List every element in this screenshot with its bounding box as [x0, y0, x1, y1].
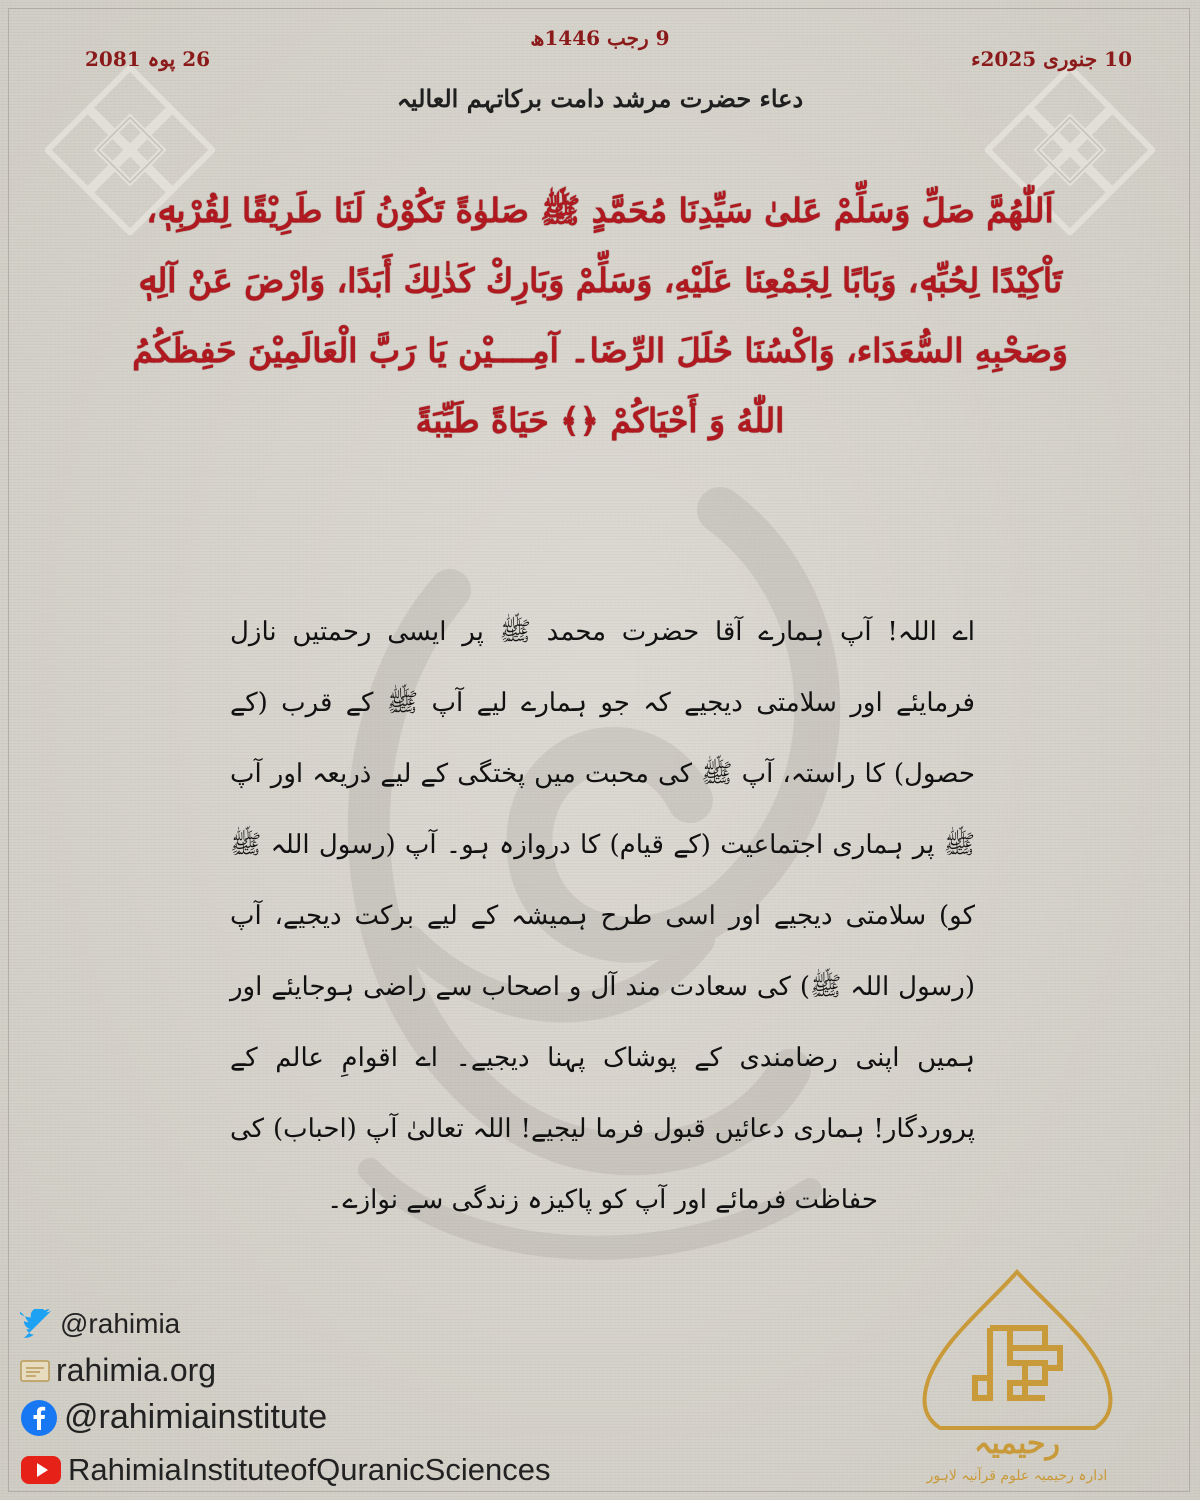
- urdu-translation: اے اللہ! آپ ہمارے آقا حضرت محمد ﷺ پر ایسی رحمتیں نازل فرمایئے اور سلامتی دیجیے کہ جو ہمارے لیے آپ ﷺ کے قرب (کے حصول) کا راستہ، آپ ﷺ کی محبت میں پختگی کے لیے ذریعہ اور آپ ﷺ پر ہماری اجتماعیت (کے قیام) کا دروازہ ہو۔ آپ (رسول اللہ ﷺ کو) سلامتی دیجیے اور اسی طرح ہمیشہ کے لیے برکت دیجیے، آپ (رسول اللہ ﷺ) کی سعادت مند آل و اصحاب سے راضی ہوجایئے اور ہمیں اپنی رضامندی کے پوشاک پہنا دیجیے۔ اے اقوامِ عالم کے پروردگار! ہماری دعائیں قبول فرما لیجیے! اللہ تعالیٰ آپ (احباب) کی حفاظت فرمائے اور آپ کو پاکیزہ زندگی سے نوازے۔: [230, 617, 975, 1215]
- youtube-link[interactable]: [20, 1452, 550, 1488]
- youtube-channel: RahimiaInstituteofQuranicSciences: [68, 1452, 551, 1487]
- twitter-handle: @rahimia: [60, 1308, 181, 1339]
- twitter-link[interactable]: [20, 1308, 180, 1340]
- logo-name: رحیمیہ: [973, 1426, 1061, 1461]
- facebook-icon: [20, 1399, 58, 1437]
- facebook-handle: @rahimiainstitute: [64, 1398, 328, 1436]
- page-subtitle: دعاء حضرت مرشد دامت برکاتہم العالیہ: [396, 84, 804, 113]
- hijri-date: 9 رجب 1446ھ: [530, 26, 670, 50]
- website-icon: [20, 1360, 50, 1382]
- website-url: rahimia.org: [56, 1352, 217, 1388]
- youtube-icon: [20, 1455, 62, 1485]
- facebook-link[interactable]: [20, 1398, 327, 1437]
- logo-caption: ادارہ رحیمیہ علوم قرآنیہ لاہور: [926, 1468, 1108, 1484]
- website-link[interactable]: [20, 1352, 216, 1389]
- desi-date: 26 پوہ 2081: [85, 47, 211, 71]
- rahimia-logo: [915, 1268, 1120, 1493]
- gregorian-date: 10 جنوری 2025ء: [971, 47, 1132, 71]
- arabic-prayer: اَللّٰهُمَّ صَلِّ وَسَلِّمْ عَلىٰ سَيِّدِنَا مُحَمَّدٍ ﷺ صَلوٰةً تَكُوْنُ لَنَا طَرِيْقًا لِقُرْبِهٖ، تَاْكِيْدًا لِحُبِّهٖ، وَبَابًا لِجَمْعِنَا عَلَيْهِ، وَسَلِّمْ وَبَارِكْ كَذٰلِكَ أَبَدًا، وَارْضَ عَنْ آلِهٖ وَصَحْبِهِ السُّعَدَاء، وَاكْسُنَا حُلَلَ الرِّضَا۔ آمِــــيْن يَا رَبَّ الْعَالَمِيْنَ حَفِظَكُمُ اللّٰهُ وَ أَحْيَاكُمْ ﴿﴾ حَيَاةً طَيِّبَةً: [132, 191, 1068, 440]
- twitter-icon: [20, 1309, 54, 1339]
